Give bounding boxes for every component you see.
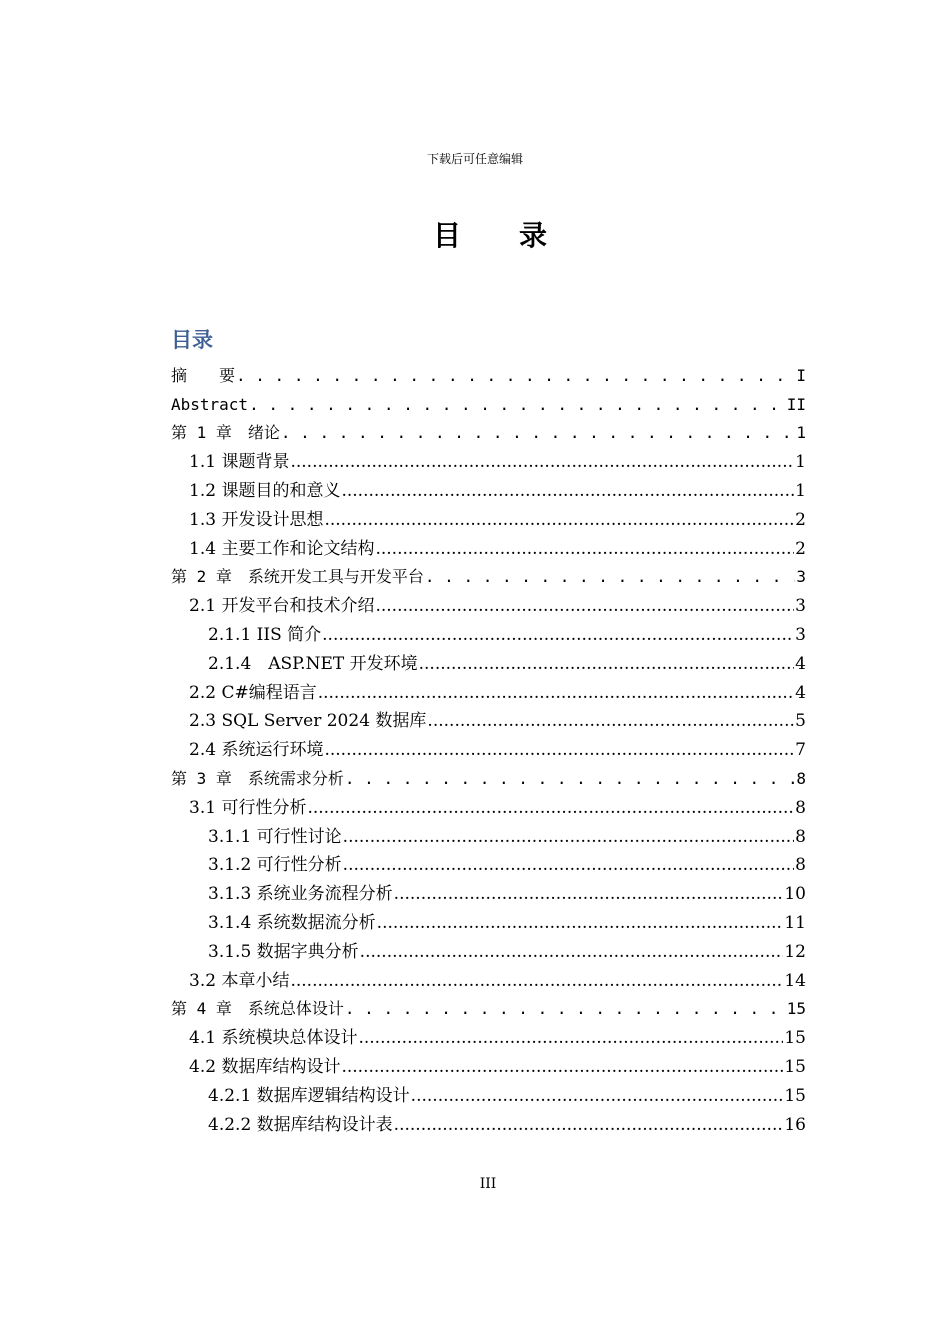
toc-entry[interactable]: 3.1.5 数据字典分析 ..... 12 bbox=[171, 933, 806, 962]
toc-list bbox=[171, 357, 806, 1135]
toc-entry[interactable]: 第 3 章 系统需求分析 . . . 8 bbox=[171, 760, 806, 789]
toc-entry[interactable]: 4.1 系统模块总体设计 ..... 15 bbox=[171, 1019, 806, 1048]
toc-entry[interactable]: 2.4 系统运行环境 ..... 7 bbox=[171, 731, 806, 760]
toc-entry[interactable]: 第 4 章 系统总体设计 . . . 15 bbox=[171, 991, 806, 1020]
toc-entry[interactable]: 3.1.4 系统数据流分析 ..... 11 bbox=[171, 904, 806, 933]
toc-entry[interactable]: 4.2 数据库结构设计 ..... 15 bbox=[171, 1048, 806, 1077]
toc-entry[interactable]: 2.3 SQL Server 2024 数据库 ..... 5 bbox=[171, 703, 806, 732]
toc-entry[interactable]: 第 2 章 系统开发工具与开发平台 . . . 3 bbox=[171, 559, 806, 588]
page-title bbox=[0, 214, 950, 254]
toc-entry[interactable]: 4.2.2 数据库结构设计表 ..... 16 bbox=[171, 1106, 806, 1135]
page-header: 下载后可任意编辑 bbox=[426, 152, 523, 166]
toc-entry[interactable]: 2.1.1 IIS 简介 ..... 3 bbox=[171, 616, 806, 645]
toc-entry[interactable]: 摘 要 . . . I bbox=[171, 357, 806, 386]
toc-entry[interactable]: 1.2 课题目的和意义 ..... 1 bbox=[171, 472, 806, 501]
title-char-1: 目 bbox=[432, 219, 461, 252]
toc-entry[interactable]: 2.1 开发平台和技术介绍 ..... 3 bbox=[171, 587, 806, 616]
toc-entry[interactable]: 3.2 本章小结 ..... 14 bbox=[171, 962, 806, 991]
toc-entry[interactable]: 3.1 可行性分析 ..... 8 bbox=[171, 789, 806, 818]
toc-entry[interactable]: 2.2 C#编程语言 ..... 4 bbox=[171, 674, 806, 703]
toc-entry[interactable]: 3.1.1 可行性讨论 ..... 8 bbox=[171, 818, 806, 847]
toc-entry[interactable]: Abstract . . . II bbox=[171, 386, 806, 415]
toc-entry[interactable]: 2.1.4 ASP.NET 开发环境 ..... 4 bbox=[171, 645, 806, 674]
toc-entry[interactable]: 1.1 课题背景 ..... 1 bbox=[171, 443, 806, 472]
toc-entry[interactable]: 第 1 章 绪论 . . . 1 bbox=[171, 415, 806, 444]
toc-entry[interactable]: 1.4 主要工作和论文结构 ..... 2 bbox=[171, 530, 806, 559]
page-number: III bbox=[479, 1176, 497, 1192]
toc-entry[interactable]: 4.2.1 数据库逻辑结构设计 ..... 15 bbox=[171, 1077, 806, 1106]
toc-entry[interactable]: 3.1.2 可行性分析 ..... 8 bbox=[171, 847, 806, 876]
title-char-2: 录 bbox=[519, 219, 548, 252]
toc-heading: 目录 bbox=[171, 328, 213, 352]
toc-entry[interactable]: 3.1.3 系统业务流程分析 ..... 10 bbox=[171, 875, 806, 904]
toc-entry[interactable]: 1.3 开发设计思想 ..... 2 bbox=[171, 501, 806, 530]
